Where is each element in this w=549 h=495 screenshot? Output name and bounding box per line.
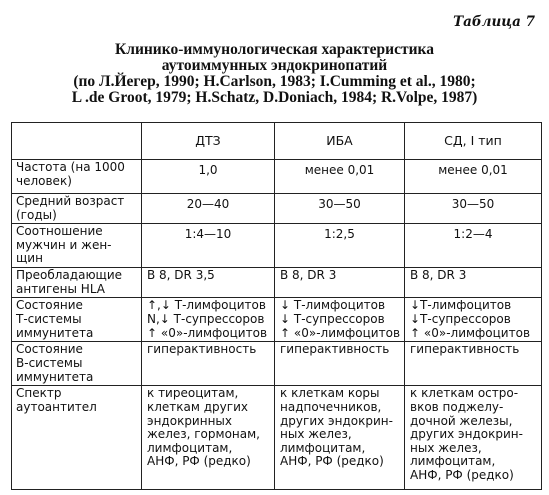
table-cell [142,194,275,224]
table-cell [142,268,275,298]
table-header-row [12,123,542,160]
cell-line: ↓Т-лимфоцитов [410,298,512,313]
header-cell-sd: СД, I тип [405,123,542,160]
table-row [12,342,542,386]
row-label-line: В-системы [16,355,83,370]
table-row [12,224,542,268]
table-row [12,298,542,342]
table-cell [142,386,275,490]
row-label-line: (годы) [16,207,57,222]
table-number: Таблица 7 [453,14,535,30]
title-line: Клинико-иммунологическая характеристика [115,41,434,58]
cell-line: гиперактивность [280,342,390,357]
row-label [12,160,142,194]
cell-line: ↓ Т-лимфоцитов [280,298,386,313]
cell-line: менее 0,01 [438,163,508,177]
cell-line: В 8, DR 3,5 [147,268,215,283]
cell-line: дочной железы, [410,413,513,428]
row-label-line: иммунитета [16,325,94,340]
row-label [12,386,142,490]
row-label-line: Соотношение [16,224,103,239]
title-line: аутоиммунных эндокринопатий [161,57,388,74]
table-cell [275,342,405,386]
table-row [12,268,542,298]
cell-line: ↑,↓ Т-лимфоцитов [147,298,266,313]
cell-line: АНФ, РФ (редко) [147,454,251,469]
table-cell [275,268,405,298]
cell-line: 20—40 [186,197,230,211]
cell-line: 30—50 [451,197,495,211]
header-cell-dtz: ДТЗ [142,123,275,160]
table-title [0,42,549,106]
cell-line: 1,0 [198,163,218,177]
header-cell-empty [12,123,142,160]
row-label-line: Частота (на 1000 [16,160,125,174]
cell-line: других эндокрин- [280,413,393,428]
row-label-line: Преобладающие [16,268,123,283]
table-cell [142,224,275,268]
cell-line: надпочечников, [280,399,382,414]
table-cell [405,224,542,268]
cell-line: АНФ, РФ (редко) [280,454,384,469]
row-label [12,298,142,342]
row-label-line: Средний возраст [16,194,125,208]
cell-line: к клеткам остро- [410,386,519,401]
characteristics-table [11,122,542,490]
cell-line: ↑ «0»-лимфоцитов [280,325,401,340]
table-cell [142,298,275,342]
cell-line: лимфоцитам, [147,440,233,455]
cell-line: 1:2,5 [324,227,355,242]
cell-line: 30—50 [318,197,361,211]
row-label-line: щин [16,251,43,266]
cell-line: В 8, DR 3 [410,268,467,283]
table-cell [405,268,542,298]
row-label-line: Т-системы [16,311,82,326]
cell-line: ↑ «0»-лимфоцитов [410,325,531,340]
row-label-line: Спектр [16,386,62,401]
table-row [12,386,542,490]
row-label [12,342,142,386]
cell-line: ных желез, [280,427,352,442]
cell-line: АНФ, РФ (редко) [410,467,514,482]
table-row [12,194,542,224]
cell-line: к клеткам коры [280,386,380,401]
cell-line: желез, гормонам, [147,427,260,442]
row-label-line: человек) [16,173,72,188]
cell-line: ↑ «0»-лимфоцитов [147,325,268,340]
table-cell [275,160,405,194]
row-label-line: мужчин и жен- [16,237,112,252]
cell-line: ↓ Т-супрессоров [280,311,385,326]
cell-line: гиперактивность [410,342,520,357]
row-label-line: аутоантител [16,399,97,414]
table-cell [275,194,405,224]
table-cell [405,194,542,224]
row-label [12,194,142,224]
table-cell [405,386,542,490]
row-label-line: иммунитета [16,369,94,384]
cell-line: ↓Т-супрессоров [410,311,511,326]
table-cell [275,224,405,268]
cell-line: В 8, DR 3 [280,268,337,283]
table-cell [275,386,405,490]
table-row [12,160,542,194]
cell-line: вков поджелу- [410,399,504,414]
cell-line: гиперактивность [147,342,257,357]
row-label-line: Состояние [16,342,83,357]
table-cell [275,298,405,342]
title-line: (по Л.Йегер, 1990; H.Carlson, 1983; I.Cumming et al., 1980; [73,73,476,90]
row-label [12,268,142,298]
cell-line: лимфоцитам, [410,454,496,469]
cell-line: ных желез, [410,440,482,455]
row-label-line: Состояние [16,298,83,313]
cell-line: лимфоцитам, [280,440,366,455]
table-cell [405,298,542,342]
row-label [12,224,142,268]
cell-line: других эндокрин- [410,427,523,442]
cell-line: 1:4—10 [184,227,232,242]
header-cell-iba: ИБА [275,123,405,160]
cell-line: N,↓ Т-супрессоров [147,311,265,326]
title-line: L .de Groot, 1979; H.Schatz, D.Doniach, 1984; R.Volpe, 1987) [71,89,478,106]
table-cell [405,160,542,194]
cell-line: к тиреоцитам, [147,386,239,401]
cell-line: клеткам других [147,399,248,414]
cell-line: эндокринных [147,413,233,428]
cell-line: 1:2—4 [453,227,493,242]
row-label-line: антигены HLA [16,281,106,296]
cell-line: менее 0,01 [304,163,375,177]
table-cell [142,342,275,386]
table-cell [142,160,275,194]
table-cell [405,342,542,386]
